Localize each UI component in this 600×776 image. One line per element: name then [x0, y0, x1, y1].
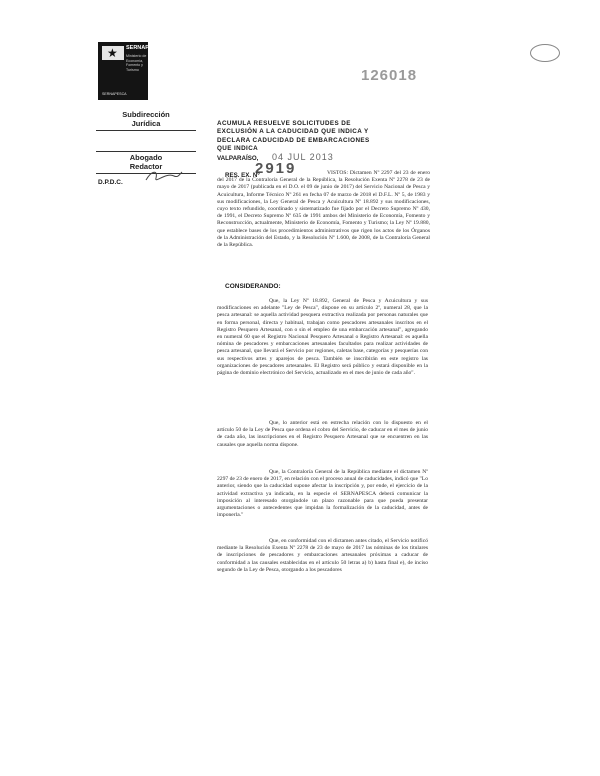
visa-subdireccion: Subdirección [122, 110, 170, 119]
document-number-stamp: 126018 [361, 67, 418, 84]
considerando-paragraph-3: Que, la Contraloría General de la República mediante el dictamen Nº 2297 de 23 de enero de 2017, en relación con el proceso anual de caducidades, indicó que "Lo anterior, siendo que la caducidad supone afectar la inscripción y, por ende, el ejercicio de la actividad extractiva ya indicada, en la especie el SERNAPESCA deberá comunicar la imposición al interesado otorgándole un plazo razonable para que pueda presentar argumentaciones o antecedentes que impidan la formalización de la caducidad, antes de imponerla." [217, 469, 428, 519]
considerando-paragraph-2: Que, lo anterior está en estrecha relación con lo dispuesto en el artículo 50 de la Ley de Pesca que ordena el cobro del Servicio, de caducar en el mes de junio de cada año, las inscripciones en el Registro Pesquero Artesanal que se encuentren en las causales que aquella norma dispone. [217, 420, 428, 448]
visa-divider [96, 151, 196, 152]
logo-ministry: Ministerio de Economía, Fomento y Turismo [126, 54, 147, 72]
reception-stamp [530, 44, 560, 62]
considerando-heading: CONSIDERANDO: [225, 283, 281, 290]
resolution-number-stamp: 2919 [255, 160, 297, 177]
logo-brand: SERNAPESCA [126, 45, 165, 51]
visa-redactor: Redactor [129, 162, 163, 171]
vistos-paragraph: VISTOS: Dictamen Nº 2297 del 23 de enero del 2017 de la Contraloría General de la República, la Resolución Exenta Nº 2278 de 23 de mayo de 2017 (publicada en el D.O. el 09 de junio de 2017) del Servicio Nacional de Pesca y Acuicultura, Informe Técnico Nº 261 en fecha 07 de marzo de 2018 el D.F.L. Nº 5, de 1983 y sus modificaciones, la Ley General de Pesca y Acuicultura Nº 18.892 y sus modificaciones, cuyo texto refundido, coordinado y sistematizado fue fijado por el Decreto Supremo Nº 430, de 1991, el Decreto Supremo Nº 635 de 1991 ambos del Ministerio de Economía, Fomento y Reconstrucción, actualmente, Ministerio de Economía, Fomento y Turismo; la Ley Nº 19.880, que establece bases de los procedimientos administrativos que rigen los actos de los Órganos de la Administración del Estado, y la Resolución Nº 1.600, de 2008, de la Contraloría General de la República. [217, 170, 430, 249]
handwritten-signature [144, 166, 184, 186]
logo-bottom-text: SERNAPESCA [102, 92, 127, 96]
visa-juridica: Jurídica [131, 119, 161, 128]
considerando-paragraph-4: Que, en conformidad con el dictamen antes citado, el Servicio notificó mediante la Resolución Exenta Nº 2278 de 23 de mayo de 2017 las nóminas de los titulares de inscripciones de pescadores y embarcaciones artesanales próximas a caducar de conformidad a las causales establecidas en el artículo 50 letras a) b) hasta final e), de inciso segundo de la Ley de Pesca, otorgando a los pescadores [217, 538, 428, 573]
document-subject: ACUMULA RESUELVE SOLICITUDES DE EXCLUSIÓN A LA CADUCIDAD QUE INDICA Y DECLARA CADUCIDAD DE EMBARCACIONES QUE INDICA [217, 120, 370, 153]
date-stamp: 04 JUL 2013 [272, 152, 334, 162]
visa-department: D.P.D.C. [98, 179, 123, 186]
visa-divider [96, 130, 196, 131]
chile-star-emblem: ★ [102, 46, 124, 60]
resolution-label: RES. EX. Nº [225, 172, 260, 179]
document-place: VALPARAÍSO, [217, 155, 259, 162]
considerando-paragraph-1: Que, la Ley Nº 18.892, General de Pesca y Acuicultura y sus modificaciones en adelante "Ley de Pesca", dispone en su artículo 2º, numeral 28, que la pesca artesanal: se aquella actividad pesquera extractiva realizada por personas naturales que en forma personal, directa y habitual, trabajan como pescadores artesanales inscritos en el Registro Pesquero Artesanal, con o sin el empleo de una embarcación artesanal", agregando en numeral 60 que el Registro Nacional Pesquero Artesanal o Registro Artesanal: es aquella nómina de pescadores y embarcaciones artesanales facultados para realizar actividades de pesca artesanal, que llevará el Servicio por regiones, caletas base, categorías y pesquerías con sus respectivos artes y aparejos de pesca. También se inscribirán en este registro las organizaciones de pescadores artesanales. El Registro será público y estará disponible en la página de dominio electrónico del Servicio, actualizado en el mes de junio de cada año". [217, 298, 428, 377]
sernapesca-logo [98, 42, 165, 100]
visa-abogado: Abogado [129, 153, 163, 162]
